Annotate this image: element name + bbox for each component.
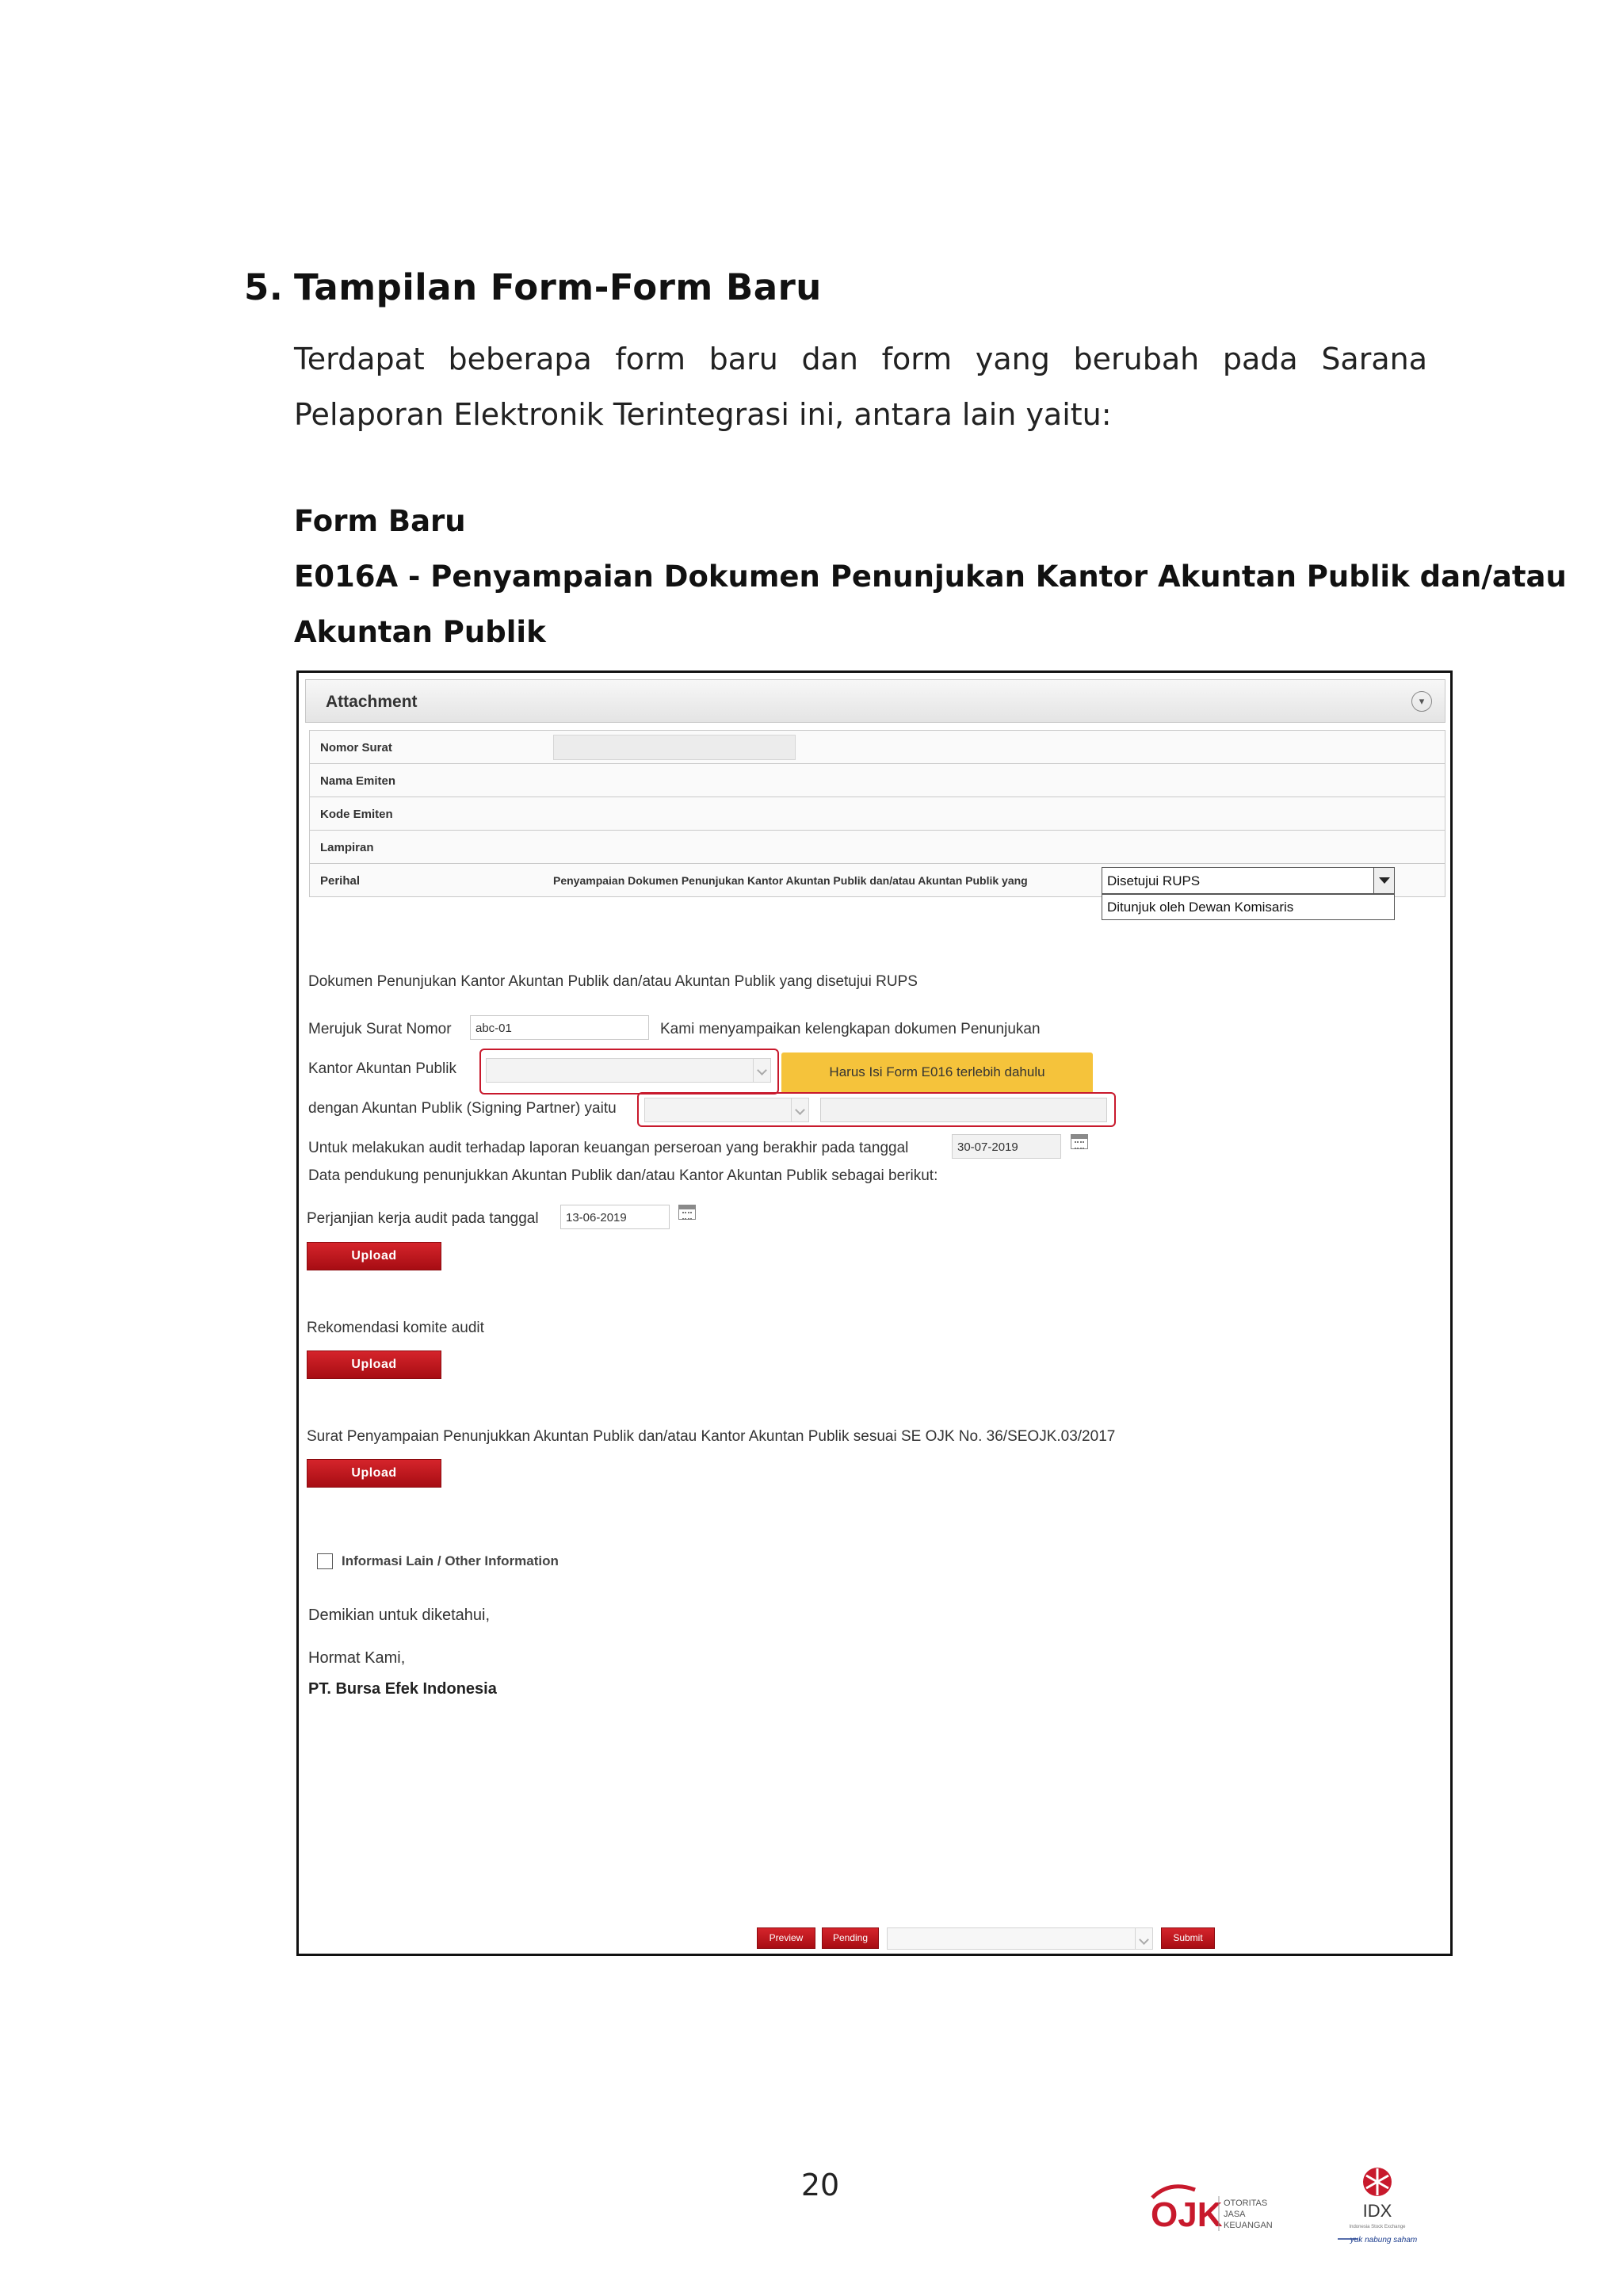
ap-name-input[interactable] <box>820 1098 1107 1122</box>
table-row <box>309 864 1445 915</box>
pending-button[interactable]: Pending <box>822 1927 879 1949</box>
document-heading: Dokumen Penunjukan Kantor Akuntan Publik dan/atau Akuntan Publik yang disetujui RUPS <box>308 973 918 990</box>
chevron-down-icon[interactable] <box>1135 1928 1152 1949</box>
table-row <box>309 764 1445 797</box>
section-number: 5. <box>244 266 284 308</box>
idx-sub: yuk nabung saham <box>1350 2236 1418 2244</box>
perihal-text: Penyampaian Dokumen Penunjukan Kantor Akuntan Publik dan/atau Akuntan Publik yang <box>553 874 1028 887</box>
audit-date-input[interactable]: 30-07-2019 <box>952 1134 1061 1159</box>
ap-select[interactable] <box>644 1098 809 1122</box>
merujuk-label: Merujuk Surat Nomor <box>308 1021 452 1037</box>
kap-label: Kantor Akuntan Publik <box>308 1060 456 1077</box>
informasi-lain-checkbox[interactable] <box>317 1553 333 1569</box>
hormat-text: Hormat Kami, <box>308 1649 406 1667</box>
calendar-icon[interactable] <box>1071 1134 1088 1149</box>
idx-logo <box>1330 2166 1429 2253</box>
warning-text: Harus Isi Form E016 terlebih dahulu <box>829 1064 1045 1079</box>
perihal-select[interactable] <box>1102 867 1395 894</box>
attachment-title: Attachment <box>326 693 418 711</box>
ojk-text-3: KEUANGAN <box>1224 2221 1273 2230</box>
perjanjian-date-input[interactable]: 13-06-2019 <box>560 1205 670 1229</box>
table-row <box>309 831 1445 864</box>
data-pendukung-text: Data pendukung penunjukkan Akuntan Publik dan/atau Kantor Akuntan Publik sebagai berikut: <box>308 1167 938 1184</box>
rekomendasi-label: Rekomendasi komite audit <box>307 1320 484 1336</box>
lampiran-label: Lampiran <box>320 841 374 854</box>
form-title-line-1: E016A - Penyampaian Dokumen Penunjukan Kantor Akuntan Publik dan/atau <box>294 560 1567 594</box>
table-row <box>309 731 1445 764</box>
chevron-down-icon[interactable] <box>791 1098 808 1121</box>
preview-button[interactable]: Preview <box>757 1927 815 1949</box>
nomor-surat-label: Nomor Surat <box>320 741 392 755</box>
ojk-logo <box>1146 2174 1289 2237</box>
submit-button[interactable]: Submit <box>1161 1927 1215 1949</box>
chevron-down-icon[interactable] <box>753 1059 770 1082</box>
idx-logo-icon <box>1330 2166 1429 2253</box>
perihal-option-label: Ditunjuk oleh Dewan Komisaris <box>1107 900 1294 915</box>
collapse-icon[interactable]: ▾ <box>1411 691 1432 712</box>
attachment-info-table <box>309 730 1445 915</box>
intro-paragraph-line-1: Terdapat beberapa form baru dan form yang berubah pada Sarana <box>294 342 1427 376</box>
kode-emiten-label: Kode Emiten <box>320 808 393 821</box>
ojk-text-1: OTORITAS <box>1224 2199 1268 2208</box>
ojk-mark: OJK <box>1151 2195 1223 2234</box>
company-name: PT. Bursa Efek Indonesia <box>308 1680 497 1698</box>
nomor-surat-field[interactable] <box>553 735 796 760</box>
ap-label: dengan Akuntan Publik (Signing Partner) yaitu <box>308 1100 617 1117</box>
perjanjian-label: Perjanjian kerja audit pada tanggal <box>307 1210 539 1227</box>
table-row <box>309 797 1445 831</box>
nama-emiten-label: Nama Emiten <box>320 774 396 788</box>
ojk-logo-icon <box>1146 2174 1289 2237</box>
perihal-label: Perihal <box>320 874 361 888</box>
form-title-line-2: Akuntan Publik <box>294 615 546 649</box>
intro-paragraph-line-2: Pelaporan Elektronik Terintegrasi ini, antara lain yaitu: <box>294 397 1112 432</box>
idx-text: IDX <box>1362 2201 1392 2221</box>
merujuk-input[interactable]: abc-01 <box>470 1015 649 1040</box>
upload-perjanjian-button[interactable]: Upload <box>307 1242 441 1270</box>
audit-label: Untuk melakukan audit terhadap laporan keuangan perseroan yang berakhir pada tanggal <box>308 1140 909 1156</box>
attachment-header[interactable] <box>305 679 1445 723</box>
action-select[interactable] <box>887 1927 1153 1950</box>
form-screenshot <box>296 670 1453 1956</box>
idx-tagline: Indonesia Stock Exchange <box>1349 2225 1406 2229</box>
dropdown-arrow-icon[interactable] <box>1373 868 1394 893</box>
section-heading <box>244 266 822 308</box>
informasi-lain-label: Informasi Lain / Other Information <box>342 1553 559 1568</box>
kap-select[interactable] <box>486 1058 771 1083</box>
surat-label: Surat Penyampaian Penunjukkan Akuntan Publik dan/atau Kantor Akuntan Publik sesuai SE OJK No. 36/SEOJK.03/2017 <box>307 1428 1116 1445</box>
section-title: Tampilan Form-Form Baru <box>294 266 822 308</box>
upload-surat-button[interactable]: Upload <box>307 1459 441 1488</box>
upload-rekomendasi-button[interactable]: Upload <box>307 1350 441 1379</box>
perihal-selected-value: Disetujui RUPS <box>1107 873 1201 888</box>
page-number: 20 <box>800 2168 840 2202</box>
demikian-text: Demikian untuk diketahui, <box>308 1606 491 1624</box>
calendar-icon[interactable] <box>678 1205 696 1220</box>
perihal-option-dewan-komisaris[interactable] <box>1102 894 1395 920</box>
warning-tooltip <box>781 1052 1093 1094</box>
ojk-text-2: JASA <box>1224 2210 1246 2219</box>
merujuk-suffix: Kami menyampaikan kelengkapan dokumen Penunjukan <box>660 1021 1041 1037</box>
form-baru-heading: Form Baru <box>294 504 466 538</box>
